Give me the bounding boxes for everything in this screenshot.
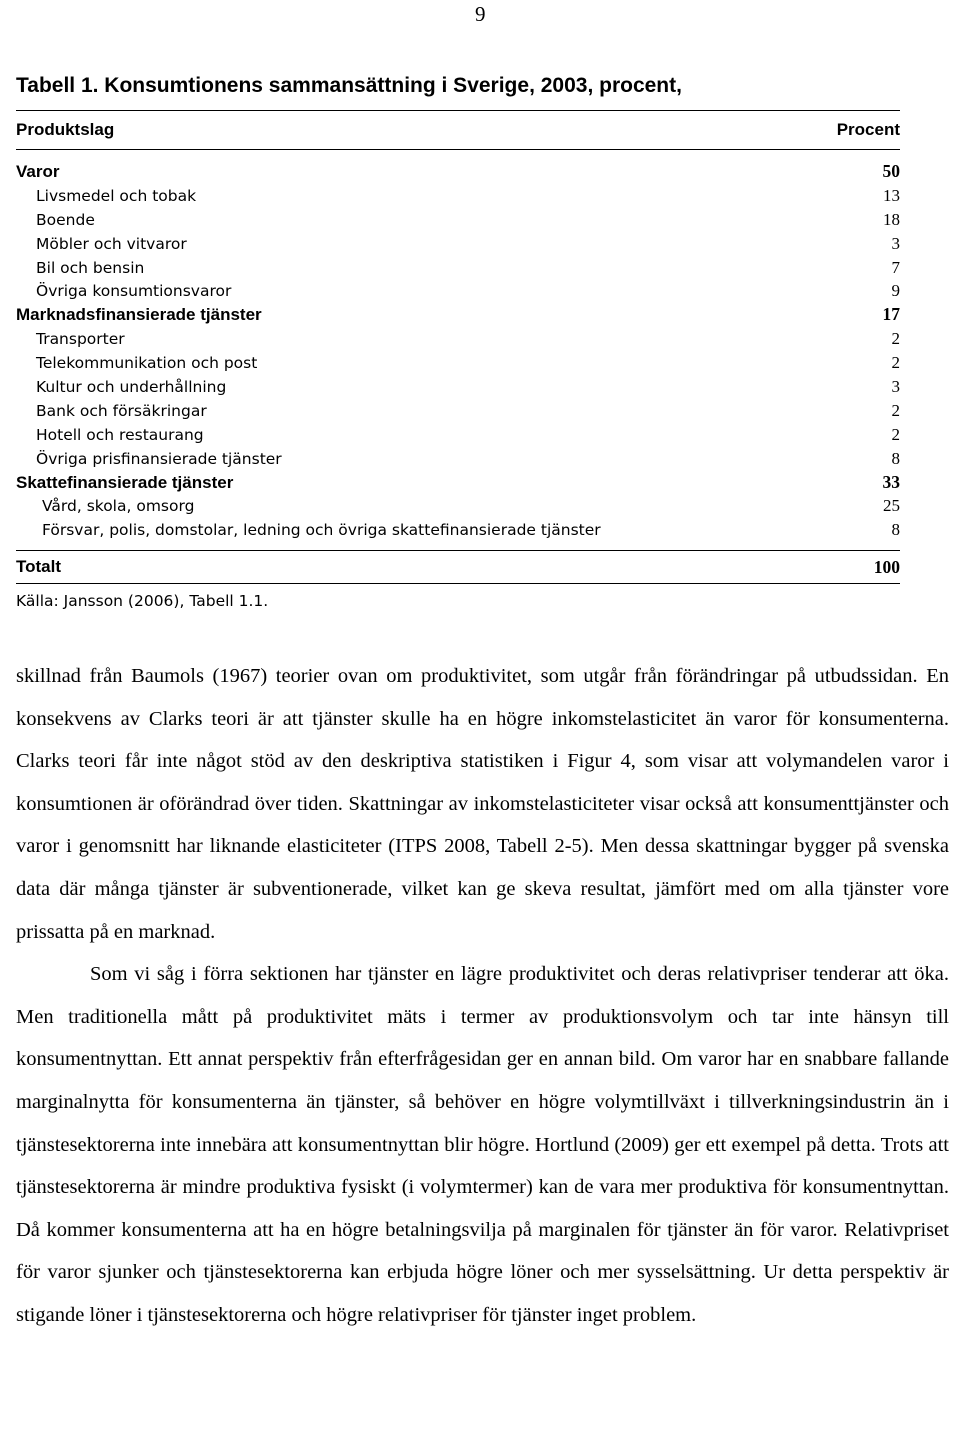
- page-number: 9: [475, 2, 486, 26]
- row-value: 18: [883, 209, 900, 229]
- row-label: Livsmedel och tobak: [36, 186, 197, 205]
- table-bottom-rule: [16, 583, 900, 584]
- total-value: 100: [873, 556, 900, 577]
- row-label: Marknadsfinansierade tjänster: [16, 305, 262, 325]
- table-row: [16, 423, 900, 447]
- header-percent: Procent: [836, 120, 900, 139]
- table-title: Tabell 1. Konsumtionens sammansättning i Sverige, 2003, procent,: [16, 74, 682, 97]
- row-value: 2: [891, 400, 900, 420]
- row-value: 13: [883, 185, 900, 205]
- row-value: 33: [882, 471, 900, 492]
- row-label: Övriga prisfinansierade tjänster: [36, 449, 282, 468]
- table-body: [16, 150, 900, 550]
- row-label: Telekommunikation och post: [36, 354, 258, 373]
- row-label: Övriga konsumtionsvaror: [36, 282, 232, 301]
- table-header: [16, 111, 900, 149]
- table-row: [16, 232, 900, 256]
- table-row: [16, 279, 900, 303]
- row-label: Bank och försäkringar: [36, 401, 207, 420]
- table-source: Källa: Jansson (2006), Tabell 1.1.: [16, 592, 269, 611]
- row-label: Kultur och underhållning: [36, 378, 227, 397]
- row-value: 2: [891, 353, 900, 373]
- table-row: [16, 208, 900, 232]
- table-category-row: [16, 160, 900, 184]
- table-category-row: [16, 471, 900, 495]
- table-category-row: [16, 303, 900, 327]
- table-row: [16, 399, 900, 423]
- row-label: Skattefinansierade tjänster: [16, 472, 234, 492]
- header-product-type: Produktslag: [16, 120, 115, 139]
- row-value: 8: [891, 448, 900, 468]
- table-row: [16, 327, 900, 351]
- table-row: [16, 256, 900, 280]
- row-label: Bil och bensin: [36, 258, 145, 277]
- paragraph-1: skillnad från Baumols (1967) teorier ovan om produktivitet, som utgår från förändringar på utbudssidan. En konsekvens av Clarks teori är att tjänster skulle ha en högre inkomstelasticitet än varor för konsumenterna. Clarks teori får inte något stöd av den deskriptiva statistiken i Figur 4, som visar att volymandelen varor i konsumtionen är oförändrad över tiden. Skattningar av inkomstelasticiteter visar också att konsumenttjänster och varor i genomsnitt har liknande elasticiteter (ITPS 2008, Tabell 2-5). Men dessa skattningar bygger på svenska data där många tjänster är subventionerade, vilket kan ge skeva resultat, jämfört med om alla tjänster vore prissatta på en marknad.: [16, 665, 949, 943]
- row-value: 2: [891, 424, 900, 444]
- row-value: 9: [891, 281, 900, 301]
- table-row: [16, 184, 900, 208]
- table-row: [16, 351, 900, 375]
- paragraph-2: Som vi såg i förra sektionen har tjänster en lägre produktivitet och deras relativpriser tenderar att öka. Men traditionella mått på produktivitet mäts i termer av produktionsvolym och tar inte hänsyn till konsumentnyttan. Ett annat perspektiv från efterfrågesidan ger en annan bild. Om varor har en snabbare fallande marginalnytta för konsumenterna än tjänster, så behöver en högre volymtillväxt i tillverkningsindustrin än i tjänstesektorerna inte innebära att konsumentnyttan blir högre. Hortlund (2009) ger ett exempel på detta. Trots att tjänstesektorerna är mindre produktiva fysiskt (i volymtermer) kan de vara mer produktiva för konsumentnyttan. Då kommer konsumenterna att ha en högre betalningsvilja på marginalen för tjänster än för varor. Relativpriset för varor sjunker och tjänstesektorerna kan erbjuda högre löner och mer sysselsättning. Ur detta perspektiv är stigande löner i tjänstesektorerna och högre relativpriser för tjänster inget problem.: [16, 963, 949, 1326]
- row-value: 7: [891, 257, 900, 277]
- row-label: Boende: [36, 210, 95, 229]
- table-total-row: [16, 551, 900, 583]
- table-row: [16, 375, 900, 399]
- row-label: Möbler och vitvaror: [36, 234, 187, 253]
- row-value: 50: [882, 161, 900, 181]
- total-label: Totalt: [16, 557, 62, 577]
- row-value: 2: [891, 329, 900, 349]
- row-value: 3: [891, 377, 900, 397]
- row-label: Transporter: [36, 330, 125, 349]
- consumption-table: [16, 110, 900, 610]
- row-label: Varor: [16, 162, 60, 181]
- row-label: Försvar, polis, domstolar, ledning och övriga skattefinansierade tjänster: [42, 521, 601, 540]
- row-value: 8: [891, 520, 900, 540]
- row-value: 17: [882, 304, 900, 325]
- table-row: [16, 494, 900, 518]
- body-text: [16, 655, 949, 1337]
- row-value: 25: [883, 496, 900, 516]
- row-label: Vård, skola, omsorg: [42, 497, 195, 516]
- table-row: [16, 518, 900, 542]
- row-value: 3: [891, 233, 900, 253]
- table-row: [16, 447, 900, 471]
- row-label: Hotell och restaurang: [36, 425, 204, 444]
